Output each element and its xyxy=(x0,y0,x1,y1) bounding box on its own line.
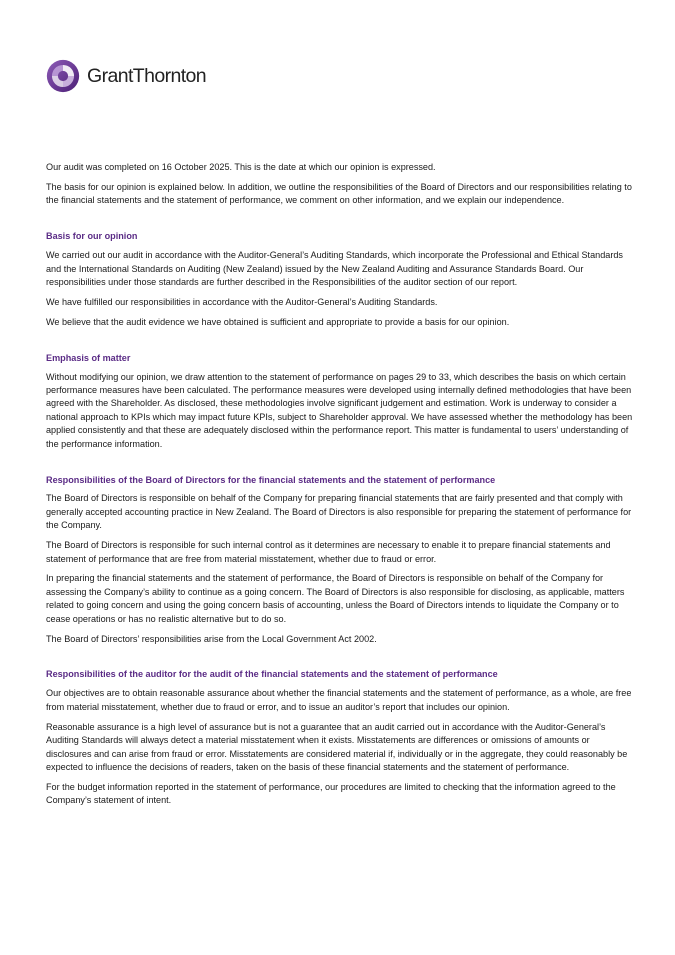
brand-name: GrantThornton xyxy=(87,64,207,87)
auditor-paragraph: For the budget information reported in the statement of performance, our procedures are limited to checking that the information agreed to the Company’s statement of intent. xyxy=(46,781,616,806)
intro-completion: Our audit was completed on 16 October 2025. This is the date at which our opinion is expressed. xyxy=(46,162,436,172)
board-paragraph: In preparing the financial statements and the statement of performance, the Board of Directors is responsible on behalf of the Company for assessing the Company’s ability to continue as a going concern. The Board of Directors is also responsible for disclosing, as applicable, matters related to going concern and using the going concern basis of accounting, unless the Board of Directors intends to liquidate the Company or to cease operations or has no realistic alternative but to do so. xyxy=(46,573,625,624)
basis-paragraph: We have fulfilled our responsibilities in accordance with the Auditor-General’s Auditing Standards. xyxy=(46,296,438,307)
section-heading-board-responsibilities: Responsibilities of the Board of Directors for the financial statements and the statement of performance xyxy=(46,474,496,485)
board-paragraph: The Board of Directors is responsible for such internal control as it determines are necessary to enable it to prepare financial statements and statement of performance that are free from material misstatement, whether due to fraud or error. xyxy=(46,540,611,564)
report-body xyxy=(46,161,636,814)
section-heading-basis: Basis for our opinion xyxy=(46,231,138,242)
basis-paragraph: We carried out our audit in accordance with the Auditor-General’s Auditing Standards, which incorporate the Professional and Ethical Standards and the International Standards on Auditing (New Zealand) issued by the New Zealand Auditing and Assurance Standards Board. Our responsibilities under those standards are further described in the Responsibilities of the auditor section of our report. xyxy=(46,250,623,287)
auditor-paragraph: Reasonable assurance is a high level of assurance but is not a guarantee that an audit carried out in accordance with the Auditor-General’s Auditing Standards will always detect a material misstatement when it exists. Misstatements are differences or omissions of amounts or disclosures and can arise from fraud or error. Misstatements are considered material if, individually or in the aggregate, they could reasonably be expected to influence the decisions of readers, taken on the basis of these financial statements and the statement of performance. xyxy=(46,721,628,772)
board-paragraph: The Board of Directors’ responsibilities arise from the Local Government Act 2002. xyxy=(46,633,377,644)
auditor-paragraph: Our objectives are to obtain reasonable assurance about whether the financial statements and the statement of performance, as a whole, are free from material misstatement, whether due to fraud or error, and to issue an auditor’s report that includes our opinion. xyxy=(46,688,632,712)
grant-thornton-swirl-icon xyxy=(46,59,80,93)
emphasis-paragraph: Without modifying our opinion, we draw attention to the statement of performance on pages 29 to 33, which describes the basis on which certain performance measures have been calculated. The performance measures were developed using internally defined methodologies that have been agreed with the Shareholder. As disclosed, these methodologies involve significant judgement and estimation. Work is underway to consider a national approach to KPIs which may impact future KPIs, subject to Shareholder approval. We have assessed whether the methodology has been applied consistently and that these are adequately disclosed within the performance report. This matter is fundamental to users’ understanding of the performance information. xyxy=(46,371,633,449)
intro-basis: The basis for our opinion is explained below. In addition, we outline the responsibilities of the Board of Directors and our responsibilities relating to the financial statements and the statement of performance, we comment on other information, and we explain our independence. xyxy=(46,181,632,206)
board-paragraph: The Board of Directors is responsible on behalf of the Company for preparing financial statements that are fairly presented and that comply with generally accepted accounting practice in New Zealand. The Board of Directors is also responsible for preparing the statement of performance for the Company. xyxy=(46,493,632,531)
section-heading-emphasis: Emphasis of matter xyxy=(46,352,131,363)
brand-logo xyxy=(46,58,206,94)
section-heading-auditor-responsibilities: Responsibilities of the auditor for the audit of the financial statements and the statement of performance xyxy=(46,669,498,680)
basis-paragraph: We believe that the audit evidence we have obtained is sufficient and appropriate to provide a basis for our opinion. xyxy=(46,316,510,327)
